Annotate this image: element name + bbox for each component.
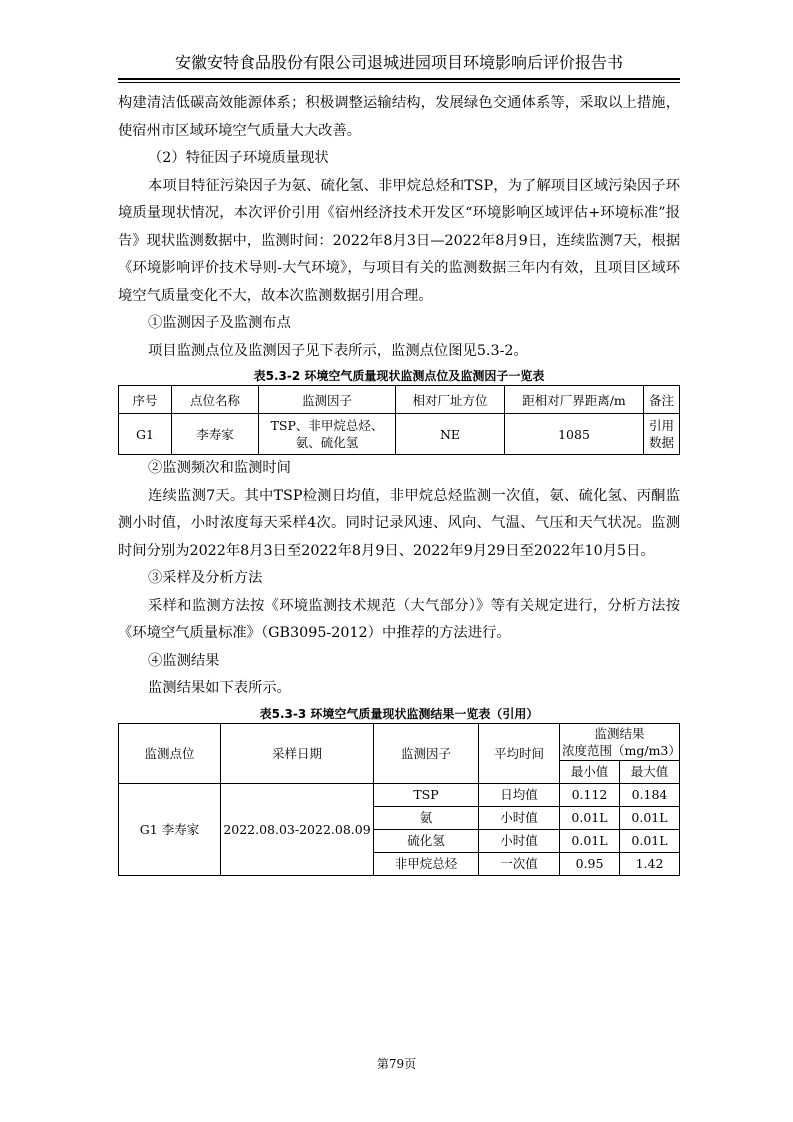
factors-line: 氨、硫化氢	[295, 435, 359, 450]
results-header-line: 浓度范围（mg/m3）	[562, 742, 681, 758]
table-cell: 1.42	[620, 852, 680, 875]
table-cell: 0.01L	[560, 829, 620, 852]
table-header-cell: 相对厂址方位	[396, 386, 505, 414]
table-cell: 李寿家	[172, 414, 259, 455]
table-row	[119, 783, 680, 806]
table-cell: 0.01L	[620, 806, 680, 829]
table-cell: G1	[119, 414, 172, 455]
table-header-cell: 监测点位	[119, 723, 221, 783]
table-cell: 氨	[374, 806, 479, 829]
subsection-heading: ③采样及分析方法	[148, 570, 263, 586]
paragraph: 连续监测7天。其中TSP检测日均值，非甲烷总烃监测一次值，氨、硫化氢、丙酮监测小时值，小时浓度每天采样4次。同时记录风速、风向、气温、气压和天气状况。监测时间分别为2022年8月3日至2022年8月9日、2022年9月29日至2022年10月5日。	[118, 487, 680, 559]
table-cell-factors	[259, 414, 396, 455]
table-cell-site: G1 李寿家	[119, 783, 221, 875]
subsection-heading: ②监测频次和监测时间	[148, 460, 291, 476]
page-number: 第79页	[376, 1057, 417, 1071]
paragraph: 本项目特征污染因子为氨、硫化氢、非甲烷总烃和TSP，为了解项目区域污染因子环境质量现状情况，本次评价引用《宿州经济技术开发区“环境影响区域评估+环境标准”报告》现状监测数据中，监测时间：2022年8月3日—2022年8月9日，连续监测7天，根据《环境影响评价技术导则-大气环境》，与项目有关的监测数据三年内有效，且项目区域环境空气质量变化不大，故本次监测数据引用合理。	[118, 177, 680, 304]
table-cell: 一次值	[479, 852, 560, 875]
results-header-line: 监测结果	[594, 725, 645, 741]
table-cell: TSP	[374, 783, 479, 806]
paragraph: 项目监测点位及监测因子见下表所示，监测点位图见5.3-2。	[148, 342, 528, 359]
page-header-title: 安徽安特食品股份有限公司退城进园项目环境影响后评价报告书	[174, 53, 623, 72]
page-content	[118, 90, 680, 876]
table-cell: 非甲烷总烃	[374, 852, 479, 875]
subsection-heading: ①监测因子及监测布点	[148, 315, 291, 331]
table-header-cell: 平均时间	[479, 723, 560, 783]
table-header-cell: 最小值	[560, 760, 620, 783]
table-caption: 表5.3-2 环境空气质量现状监测点位及监测因子一览表	[253, 369, 545, 383]
header-rule	[118, 78, 680, 80]
table-header-cell: 监测因子	[374, 723, 479, 783]
table-cell: 0.01L	[620, 829, 680, 852]
paragraph: 采样和监测方法按《环境监测技术规范（大气部分）》等有关规定进行，分析方法按《环境空气质量标准》（GB3095-2012）中推荐的方法进行。	[118, 597, 680, 641]
table-cell: 小时值	[479, 806, 560, 829]
table-header-cell: 监测因子	[259, 386, 396, 414]
table-header-cell: 备注	[644, 386, 680, 414]
section-heading: （2）特征因子环境质量现状	[148, 150, 329, 166]
table-cell: 0.112	[560, 783, 620, 806]
table-cell: 日均值	[479, 783, 560, 806]
table-header-cell: 采样日期	[221, 723, 374, 783]
monitoring-site-table	[118, 385, 680, 455]
table-cell: NE	[396, 414, 505, 455]
subsection-heading: ④监测结果	[148, 652, 220, 669]
table-cell-date: 2022.08.03-2022.08.09	[221, 783, 374, 875]
table-cell: 小时值	[479, 829, 560, 852]
header-rule-thin	[118, 82, 680, 83]
paragraph: 构建清洁低碳高效能源体系；积极调整运输结构，发展绿色交通体系等，采取以上措施，使宿州市区域环境空气质量大大改善。	[118, 95, 680, 139]
table-cell: 0.184	[620, 783, 680, 806]
table-cell: 0.01L	[560, 806, 620, 829]
table-header-cell: 最大值	[620, 760, 680, 783]
table-row	[119, 414, 680, 455]
factors-line: TSP、非甲烷总烃、	[270, 418, 384, 433]
monitoring-result-table	[118, 723, 680, 876]
table-header-cell: 序号	[119, 386, 172, 414]
table-header-row	[119, 723, 680, 760]
table-cell: 0.95	[560, 852, 620, 875]
table-header-cell-results	[560, 723, 680, 760]
table-cell: 硫化氢	[374, 829, 479, 852]
table-header-row	[119, 386, 680, 414]
table-caption: 表5.3-3 环境空气质量现状监测结果一览表（引用）	[259, 706, 539, 721]
paragraph: 监测结果如下表所示。	[148, 680, 291, 696]
table-header-cell: 距相对厂界距离/m	[505, 386, 644, 414]
table-header-cell: 点位名称	[172, 386, 259, 414]
table-cell: 引用数据	[644, 414, 680, 455]
table-cell: 1085	[505, 414, 644, 455]
